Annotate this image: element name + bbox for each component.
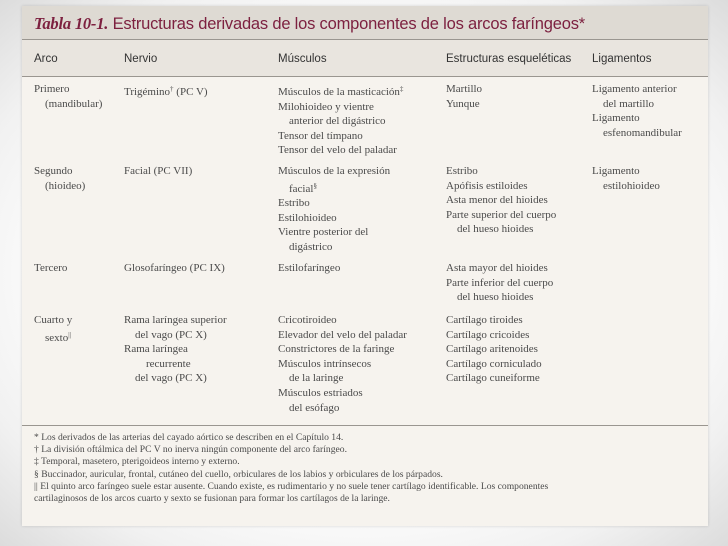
header-nervio: Nervio [124,53,158,65]
row-3-nervio: Glosofaríngeo (PC IX) [124,262,225,274]
header-musculos: Músculos [278,53,327,65]
row-1-arco: Primero (mandibular) [34,83,103,110]
row-3-esqueleticas: Asta mayor del hioides Parte inferior del cuerpo del hueso hioides [446,262,554,304]
row-4-nervio: Rama laríngea superior del vago (PC X) Rama laríngea recurrente del vago (PC X) [124,314,227,385]
title-divider [22,39,708,40]
footnote-section: § Buccinador, auricular, frontal, cutáneo del cuello, orbiculares de los labios y orbiculares de los párpados. [34,468,443,480]
footnote-para-continued: cartilaginosos de los arcos cuarto y sexto se fusionan para formar los cartílagos de la laringe. [34,493,390,505]
row-1-ligamentos: Ligamento anterior del martillo Ligamento esfenomandibular [592,83,682,139]
row-2-esqueleticas: Estribo Apófisis estiloides Asta menor del hioides Parte superior del cuerpo del hueso hioides [446,165,557,236]
header-divider [22,76,708,77]
row-1-esqueleticas: Martillo Yunque [446,83,483,110]
row-2-musculos: Músculos de la expresión facial§ Estribo Estilohioideo Vientre posterior del digástrico [278,165,391,253]
row-3-arco: Tercero [34,262,68,274]
footnotes [34,432,698,505]
row-2-ligamentos: Ligamento estilohioideo [592,165,660,192]
header-ligamentos: Ligamentos [592,53,652,65]
table-page [22,6,708,526]
row-4-musculos: Cricotiroideo Elevador del velo del paladar Constrictores de la faringe Músculos intrínsecos de la laringe Músculos estriados del esófago [278,314,407,414]
footnote-ddagger: ‡ Temporal, masetero, pterigoideos interno y externo. [34,456,240,468]
footnote-asterisk: * Los derivados de las arterias del cayado aórtico se describen en el Capítulo 14. [34,432,344,443]
row-4-esqueleticas: Cartílago tiroides Cartílago cricoides Cartílago aritenoides Cartílago corniculado Cartílago cuneiforme [446,314,542,385]
header-estructuras-esqueleticas: Estructuras esqueléticas [446,53,572,65]
table-title [34,14,585,34]
footnote-divider [22,425,708,426]
table-number: Tabla 10-1. [34,14,109,33]
row-3-musculos: Estilofaríngeo [278,262,341,274]
row-1-musculos: Músculos de la masticación‡ Milohioideo y vientre anterior del digástrico Tensor del tímpano Tensor del velo del paladar [278,85,404,157]
header-arco: Arco [34,53,58,65]
row-1-nervio: Trigémino† (PC V) [124,85,208,98]
table-caption: Estructuras derivadas de los componentes de los arcos faríngeos* [112,15,585,33]
footnote-para: || El quinto arco faríngeo suele estar ausente. Cuando existe, es rudimentario y no suele tener cartílago identificable. Los componentes [34,480,549,492]
footnote-dagger: † La división oftálmica del PC V no inerva ningún componente del arco faríngeo. [34,444,347,456]
row-2-nervio: Facial (PC VII) [124,165,193,177]
row-2-arco: Segundo (hioideo) [34,165,86,192]
row-4-arco: Cuarto y sexto|| [34,314,73,344]
